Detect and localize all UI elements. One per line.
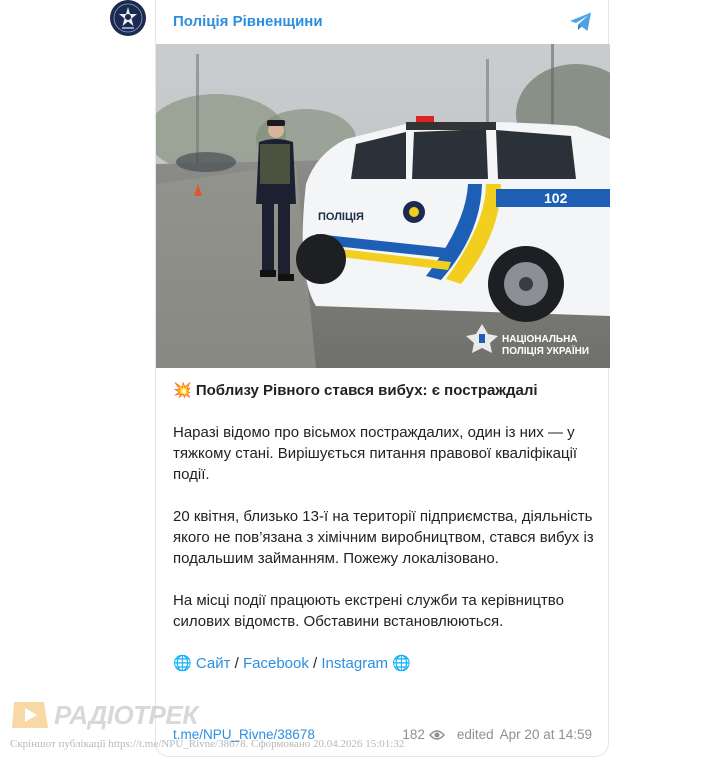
radiotrek-watermark [10,698,198,732]
post-permalink[interactable]: t.me/NPU_Rivne/38678 [173,727,315,742]
post-links: 🌐 Сайт / Facebook / Instagram 🌐 [173,655,411,672]
car-police-text: ПОЛІЦІЯ [318,211,364,223]
globe-icon: 🌐 [392,655,411,672]
view-count: 182 [402,727,445,742]
explosion-icon: 💥 [173,382,192,399]
channel-name[interactable]: Поліція Рівненщини [173,13,323,30]
svg-text:ПОЛІЦІЯ УКРАЇНИ: ПОЛІЦІЯ УКРАЇНИ [502,346,590,357]
channel-avatar[interactable] [110,0,146,36]
police-car-photo [156,44,610,368]
instagram-link[interactable]: Instagram [321,655,389,672]
post-paragraph: Наразі відомо про вісьмох постраждалих, один із них — у тяжкому стані. Вирішується питання правової кваліфікації події. [173,424,578,483]
post-headline: 💥 Поблизу Рівного стався вибух: є постраждалі [173,382,538,399]
eye-icon [429,729,445,741]
post-header [156,0,608,44]
post-paragraph: 20 квітня, близько 13-ї на території підприємства, діяльність якого не пов’язана з хімічним виробництвом, стався вибух із подальшим займанням. Пожежу локалізовано. [173,508,594,567]
globe-icon: 🌐 [173,655,192,672]
facebook-link[interactable]: Facebook [242,655,309,672]
post-paragraph: На місці події працюють екстрені служби та керівництво силових відомств. Обставини встановлюються. [173,592,564,630]
play-logo-icon [10,698,50,732]
police-badge-icon [113,3,143,33]
car-number: 102 [544,190,568,206]
screenshot-caption: Скріншот публікації https://t.me/NPU_Rivne/38678. Сформовано 20.04.2026 15:01:32 [10,738,405,750]
post-datetime: Apr 20 at 14:59 [499,727,592,742]
post-card [155,0,609,757]
radiotrek-logo-text: РАДІОТРЕК [54,699,198,730]
site-link[interactable]: Сайт [195,655,231,672]
telegram-icon[interactable] [568,9,594,35]
post-text [173,380,598,695]
edited-label: edited [456,727,494,742]
post-photo[interactable] [156,44,610,368]
svg-text:НАЦІОНАЛЬНА: НАЦІОНАЛЬНА [502,334,578,345]
